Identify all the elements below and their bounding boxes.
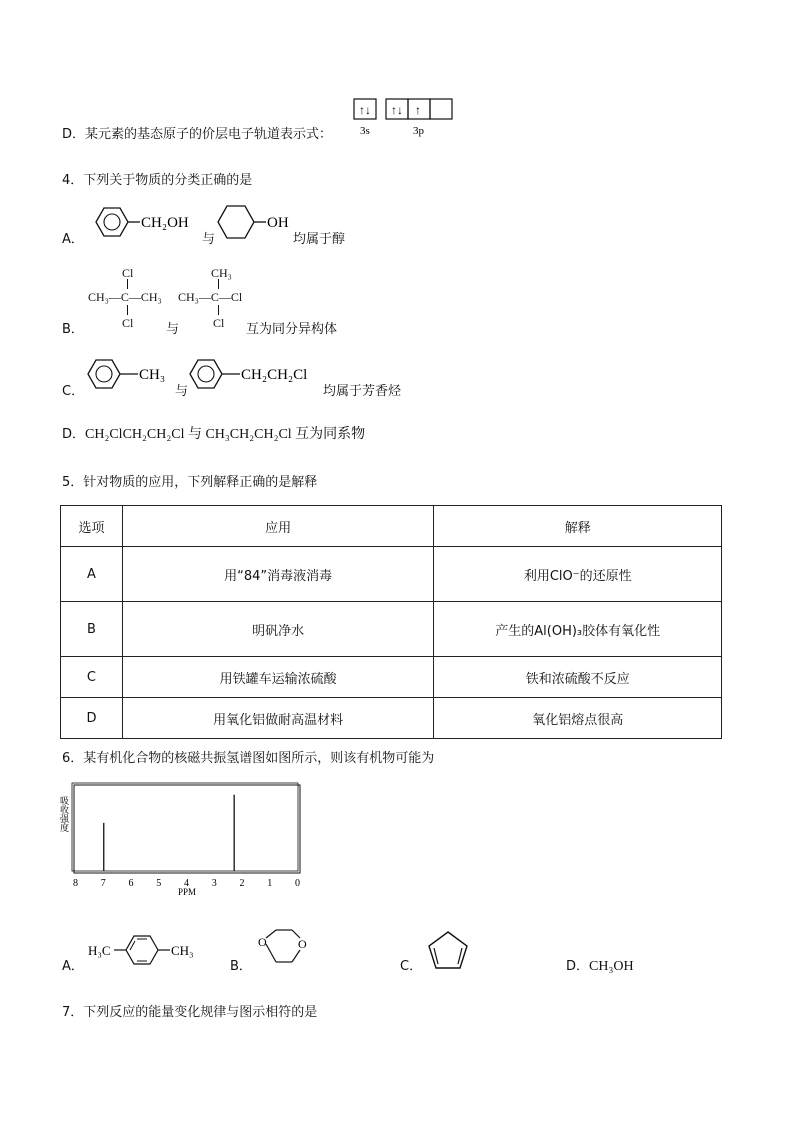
svg-text:↑↓: ↑↓ <box>359 103 371 117</box>
q5-stem: 5．针对物质的应用，下列解释正确的是解释 <box>62 475 318 490</box>
m1-top: Cl <box>122 266 134 280</box>
x-tick-label: 3 <box>211 878 217 889</box>
option-text: CH₂ClCH₂CH₂Cl 与 CH₃CH₂CH₂Cl 互为同系物 <box>85 427 366 442</box>
table-row <box>61 698 722 739</box>
table-row <box>61 547 722 602</box>
m2-bot: Cl <box>213 316 225 330</box>
x-tick-label: 7 <box>100 878 106 889</box>
q6-stem: 6．某有机化合物的核磁共振氢谱图如图所示，则该有机物可能为 <box>62 751 435 766</box>
m1-bot: Cl <box>122 316 134 330</box>
q4-a-mol1: CH₂OH <box>141 215 189 231</box>
svg-text:CH₃: CH₃ <box>171 943 194 958</box>
table-cell: 利用ClO⁻的还原性 <box>434 547 722 602</box>
option-text: 某元素的基态原子的价层电子轨道表示式： <box>85 127 333 142</box>
q4-c-mol2: CH₂CH₂Cl <box>241 367 308 383</box>
x-tick-label: 4 <box>184 878 189 889</box>
cyclopentadiene-structure <box>424 928 472 972</box>
orbital-3s-label: 3s <box>360 125 370 137</box>
toluene-structure <box>84 352 180 396</box>
svg-text:H₃C: H₃C <box>88 943 111 958</box>
q4-c-mol1: CH₃ <box>139 367 166 383</box>
q4-a-tail: 均属于醇 <box>293 232 346 247</box>
table-header-row <box>61 506 722 547</box>
table-row <box>61 602 722 657</box>
option-text: CH₃OH <box>589 959 634 974</box>
x-tick-label: 0 <box>295 878 300 889</box>
q4-c-tail: 均属于芳香烃 <box>323 384 402 399</box>
table-cell: 用氧化铝做耐高温材料 <box>122 698 434 739</box>
table-cell: 用铁罐车运输浓硫酸 <box>122 657 434 698</box>
x-tick-label: 5 <box>156 878 162 889</box>
dioxane-structure <box>252 926 314 972</box>
orbital-3p-label: 3p <box>413 125 424 137</box>
q4-a-mol2: OH <box>267 215 289 231</box>
nmr-spectrum <box>59 782 306 900</box>
q6-a-label: A． <box>62 959 84 974</box>
benzyl-alcohol-structure <box>84 200 204 244</box>
chloroethylbenzene-structure <box>186 352 330 396</box>
p-xylene-structure <box>86 928 216 972</box>
q4-c-label: C． <box>62 384 85 399</box>
q6-c-label: C． <box>400 959 423 974</box>
m2-mid: CH₃—C—Cl <box>178 290 243 304</box>
svg-text:吸收强度: 吸收强度 <box>59 796 69 832</box>
x-tick-label: 1 <box>267 878 273 889</box>
option-label: D． <box>62 127 86 142</box>
header-cell: 解释 <box>434 506 722 547</box>
table-cell: 用“84”消毒液消毒 <box>122 547 434 602</box>
svg-text:↑↓: ↑↓ <box>391 103 403 117</box>
q4-b-tail: 互为同分异构体 <box>246 322 338 337</box>
svg-text:O: O <box>258 935 267 949</box>
svg-text:O: O <box>298 937 307 951</box>
q6-option-d <box>566 955 634 975</box>
table-cell: D <box>61 698 123 739</box>
q4-b-conj: 与 <box>166 322 180 337</box>
q3-option-d <box>62 123 332 142</box>
option-label: D． <box>566 959 590 974</box>
orbital-diagram <box>352 96 454 140</box>
q7-stem: 7．下列反应的能量变化规律与图示相符的是 <box>62 1005 318 1020</box>
header-cell: 应用 <box>122 506 434 547</box>
x-tick-label: 8 <box>73 878 78 889</box>
y-axis-label <box>59 796 70 832</box>
table-cell: 明矾净水 <box>122 602 434 657</box>
svg-text:↑: ↑ <box>415 103 421 117</box>
table-row <box>61 657 722 698</box>
q4-c-conj: 与 <box>175 384 189 399</box>
q4-stem: 4．下列关于物质的分类正确的是 <box>62 173 253 188</box>
m1-mid: CH₃—C—CH₃ <box>88 290 162 304</box>
table-cell: 产生的Al(OH)₃胶体有氧化性 <box>434 602 722 657</box>
table-cell: 氧化铝熔点很高 <box>434 698 722 739</box>
q4-a-label: A． <box>62 232 84 247</box>
table-cell: 铁和浓硫酸不反应 <box>434 657 722 698</box>
q6-b-label: B． <box>230 959 252 974</box>
m2-top: CH₃ <box>211 266 232 280</box>
header-cell: 选项 <box>61 506 123 547</box>
table-cell: A <box>61 547 123 602</box>
table-cell: B <box>61 602 123 657</box>
q4-b-label: B． <box>62 322 84 337</box>
q5-table <box>60 505 722 739</box>
cyclohexanol-structure <box>214 200 296 244</box>
q4-a-conj: 与 <box>202 232 216 247</box>
option-label: D． <box>62 427 86 442</box>
x-axis-label: PPM <box>178 887 197 897</box>
x-tick-label: 6 <box>128 878 134 889</box>
q4-option-d <box>62 423 365 443</box>
x-tick-label: 2 <box>239 878 245 889</box>
table-cell: C <box>61 657 123 698</box>
